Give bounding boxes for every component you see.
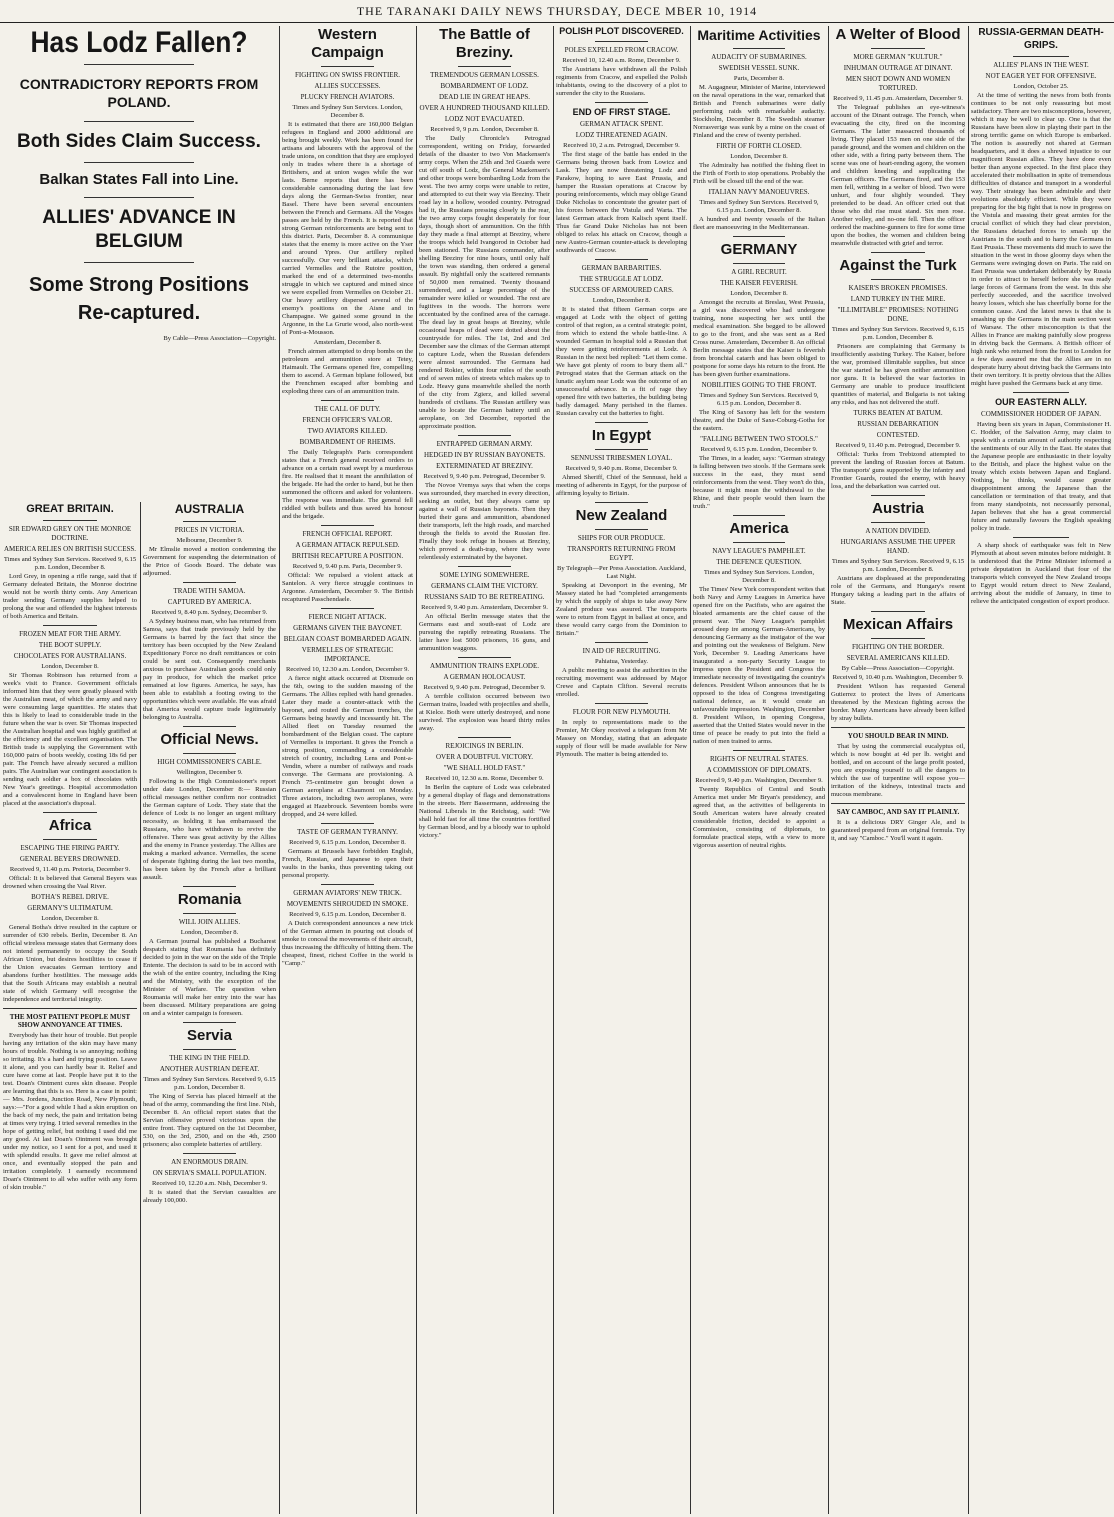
subhead: ENTRAPPED GERMAN ARMY. [436, 440, 533, 448]
article-body: A Dutch correspondent announces a new trick of the German airmen in pouring out clouds of smoke to conceal the movements of their aircraft, thus increasing the difficulty of hitting them. The cheapest, finest, richest Coffee in the world is "Camp." [282, 920, 413, 967]
dateline: By Telegraph—Per Press Association. Auckland, Last Night. [556, 565, 687, 580]
dateline: Received 10, 12.30 a.m. London, December 9. [285, 666, 410, 673]
article-body: Sir Thomas Robinson has returned from a week's visit to France. Government officials informed him that they were greatly pleased with the Australian meat, of which the army and navy were consuming large quantities. He states that this is likely to lead to considerable trade in the future when the war is over. Sir Thomas inspected the Australian hospital and was highly gratified at the efficiency and the excellent organisation. The British trade is supplying the Government with 160,000 pairs of boots weekly, costing 18s 6d per pair. The French have already secured a million pairs. The Australian war contingent association is sending each soldier a box of chocolates with New Year's greetings. Hospital accommodation and a convalescent home in England have been placed at the association's disposal. [3, 672, 137, 807]
subhead: TRANSPORTS RETURNING FROM EGYPT. [567, 545, 676, 562]
column-divider [279, 26, 280, 1514]
subhead: LODZ NOT EVACUATED. [444, 115, 525, 123]
new-zealand-heading: New Zealand [575, 507, 668, 524]
subhead: A GIRL RECRUIT. [731, 268, 787, 276]
lead-deck-5: Some Strong Positions Re-captured. [28, 274, 250, 324]
subhead: LAND TURKEY IN THE MIRE. [850, 295, 946, 303]
column-divider [968, 26, 969, 1514]
subhead: "ILLIMITABLE" PROMISES: NOTHING DONE. [837, 306, 959, 323]
subhead: SENNUSSI TRIBESMEN LOYAL. [570, 454, 673, 462]
subhead: BELGIAN COAST BOMBARDED AGAIN. [283, 635, 412, 643]
column-7 [831, 26, 965, 1514]
subhead: CHOCOLATES FOR AUSTRALIANS. [13, 652, 127, 660]
subhead: THE BOOT SUPPLY. [38, 641, 102, 649]
polish-plot-heading: POLISH PLOT DISCOVERED. [559, 26, 684, 36]
lead-deck-4: ALLIES' ADVANCE IN BELGIUM [42, 207, 236, 252]
subhead: RIGHTS OF NEUTRAL STATES. [710, 755, 808, 763]
dateline: London, October 25. [1013, 83, 1069, 90]
article-body: The Times, in a leader, says: "German strategy is falling between two stools. If the Germans seek success in the east, they must send reinforcements from the west. They won't do this, because it might mean the withdrawal to the Rhine, and their people would then learn the truth." [693, 455, 825, 510]
article-body: The Daily Chronicle's Petrograd correspondent, writing on Friday, forwarded details of the disaster to two Von Mackensen's army corps. When the 25th and 3rd Guards were cut off south of Lodz, the General Mackensen's and other troops were bombarding Lodz from the west. The two army corps were unable to retire, and attempted to cut their way via Breziny. Their road lay in a hollow, wooded country. Petrograd had it, the Russians pressing closely in the rear, the two army corps fought desperately for four days, though short of ammunition. On the fifth day they made a final attempt at Breziny, where the troops which held Ivangorod in October had been stationed. The Russians commander, after shelling Breziny for nine hours, until only half the town was standing, then ordered a general assault. By nightfall only the scattered remnants of 50,000 men remained. Twenty thousand surrendered, and a large percentage of the remainder were killed or wounded. The rest are fugitives in the woods. The horrors were accentuated by the confined area of the carnage. The dead lay in great heaps at Breziny, while occasional heaps of dead were dotted about the countryside for miles. The 1st, 2nd and 3rd December saw the climax of the German attempt to capture Lodz, when the Russian defenders were almost surrounded. The Germans had rendered Rokier, within four miles of the south end of seven miles of streets which makes up to Lodz. Heavy guns meanwhile shelled the north of the city from Zgierz, and killed several hundreds of civilians. The Russian artillery was unable to locate the German battery until an aeroplane, on 3rd December, reported the approximate position. [419, 135, 550, 430]
column-5 [556, 26, 687, 1514]
article-body: French airmen attempted to drop bombs on the petroleum and ammunition store at Tetey, Haimault. The Germans opened fire, compelling them to ascend. A German biplane followed, but the Frenchmen escaped after bombing and exploding three cars of an ammunition train. [282, 348, 413, 395]
dateline: London, December 8. [41, 663, 99, 670]
article-body: Mr Elmslie moved a motion condemning the Government for suspending the determination of the Price of Goods Board. The debate was adjourned. [143, 546, 276, 577]
subhead: A GERMAN ATTACK REPULSED. [295, 541, 400, 549]
subhead: BOMBARDMENT OF LODZ. [440, 82, 529, 90]
article-body: Official: Turks from Trebizond attempted to prevent the landing of Russian forces at Batum. The transports' guns supported by the infantry and Frontier Guards, routed the enemy, with heavy loss, and the debarkation was carried out. [831, 451, 965, 490]
article-body: At the time of writing the news from both fronts continues to be not only reassuring but most satisfactory. There are two misconceptions, however, which it may be well to clear up. One is that the Russians have been slow in playing their part in the strong terrific game on which Europe is embarked. The notion is assuredly not shared at German headquarters, and it does a shrewd injustice to our magnificent Russian allies. They have done even better than anyone expected. In the first place they accelerated their mobilisation in spite of tremendous difficulties of distance and transport in a wonderful way. Their strategy has been admirable and their evolutions absolutely efficient. While they were preparing for the big fight that is now in progress on the Vistula and massing their great armies for the crucial conflict of which they had clear prevision, the Russians detached forces to smash up the Austrians in the south and to harry the Germans in East Prussia. These movements did much to save the situation in the west in those gloomy days when the Germans were swinging down on Paris. The raid on East Prussia was undertaken deliberately by Russia in order to attract to herself before she was ready large forces of Germans from the west. In this she perfectly succeeded, and the sacrifice involved heavy losses, which she has cheerfully borne for the common cause. And the latest news is that she is smashing up the Germans in the main section west of Warsaw. The other misconception is that the Allies in France are making painfully slow progress in driving back the Germans. A British officer of high rank who returned from the front to London for a few days assured me that the Allies are in no desperate hurry about driving back the Germans into their own territory. It is pretty obvious that the Allies might have pushed the Germans back at any time. [971, 92, 1111, 387]
article-body: The Telegraaf publishes an eye-witness's account of the Dinant outrage. The French, when evacuating the city, fired on the incoming Germans. The latter massacred thousands of living. They placed 153 men on one side of the parade ground, and the women and children on the other side, with a firing party between them. The scene was one of heart-rending agony, the women and children kneeling and supplicating the German officers. The Germans fired, and the 153 men fell, writhing in a welter of blood. Two were unhurt, and four slightly wounded. They pretended to be dead. An officer cried out that those who did rise must stand. Six men rose. Another volley, and no-one fell. Then the officer ordered the machine-gunners to fire for some time upon the bodies, the women and children being meanwhile distracted with grief and terror. [831, 104, 965, 247]
subhead: BRITISH RECAPTURE A POSITION. [291, 552, 404, 560]
dateline: Received 9, 8.40 p.m. Sydney, December 9. [151, 609, 268, 616]
subhead: END OF FIRST STAGE. [572, 107, 671, 117]
welter-of-blood-heading: A Welter of Blood [835, 26, 961, 43]
article-body: A fierce night attack occurred at Dixmude on the 6th, owing to the sudden massing of the Germans. The Allies replied with hand grenades. Later they made a counter-attack with the bayonet, and routed the German trenches, the Germans being heavily and incessantly hit. The Allied fleet on Tuesday resumed the bombardment of the Belgian coast. The capture of Vermelles is important. It gives the French a strong position, commanding a considerable stretch of country, including Lens and Pont-a-Vendin, where a number of railways and roads converge. The Germans are provisioning. A French 75-centimetre gun brought down a German aeroplane at Chaumont on Monday. Three aviators, including two aeroplanes, were engaged at Hazebrouck. Seventeen bombs were dropped, and 24 were killed. [282, 675, 413, 818]
dateline: Times and Sydney Sun Services. London, December 8. [703, 569, 815, 584]
subhead: PLUCKY FRENCH AVIATORS. [300, 93, 395, 101]
dateline: Received 9, 11.45 p.m. Amsterdam, December 9. [833, 95, 963, 102]
dateline: Amsterdam, December 8. [313, 339, 382, 346]
subhead: COMMISSIONER HODDER OF JAPAN. [981, 410, 1101, 418]
article-body: It is estimated that there are 160,000 Belgian refugees in England and 2000 additional are being brought weekly. Work has been found for artisans and labourers with the approval of the trade unions, on condition that they are employed only in trades where there is a shortage of Britishers, and at union wages while the war lasts. Berne reports that there has been considerable cannonading during the last few days along the German-Swiss frontier, near Basel. There have been several encounters between the French and Germans. All the Vosges passes are held by the French. It is reported that strong German reinforcements are being sent to this district. Paris, December 8. A communique states that the enemy is more active on the Yser and around Ypres. Our artillery replied successfully. Our very brilliant attacks, which carried Vermelles and the Rutoire position, marked the end of a determined two-months struggle in which we captured and mined since we were expelled from Vermelles on October 21. Our heavy artillery dispersed several of the enemy's positions on the Aisne and in Champagne. We gained some ground in the Argonne, in the La Grurie wood, also north-west of Pont-a-Mousson. [282, 121, 413, 336]
subhead: PRICES IN VICTORIA. [174, 526, 245, 534]
advert-body: That by using the commercial eucalyptus oil, which is now bought at 4d per lb. weight and bottled, and on account of the large profit posted, you are exposing yourself to all the dangers to which the use of turpentine will expose you—irritation of the kidneys, intestinal tracts and mucous membrane. [831, 743, 965, 798]
advert-heading: THE MOST PATIENT PEOPLE MUST SHOW ANNOYANCE AT TIMES. [9, 1013, 131, 1029]
article-body: In reply to representations made to the Premier, Mr Okey received a telegram from Mr Massey on Monday, stating that an adequate supply of flour will be made available for New Plymouth. The matter is being attended to. [556, 719, 687, 758]
subhead: SHIPS FOR OUR PRODUCE. [577, 534, 666, 542]
dateline: Received 10, 12.20 a.m. Nish, December 9. [152, 1180, 267, 1187]
dateline: By Cable—Press Association—Copyright. [841, 665, 955, 672]
article-body: The Austrians have withdrawn all the Polish regiments from Cracow, and expelled the Polish inhabitants, owing to the discovery of a plot to surrender the city to the Russians. [556, 66, 687, 97]
western-campaign-heading: Western Campaign [311, 26, 384, 61]
column-3 [282, 26, 413, 1514]
breziny-heading: The Battle of Breziny. [439, 26, 530, 61]
column-divider [828, 26, 829, 1514]
article-body: M. Augagneur, Minister of Marine, interviewed on the naval operations in the war, remarked that British and French submarines were daily performing raids with remarkable audacity. Stockholm, December 8. The Swedish steamer Norrasverige was sunk by a mine on the coast of Finland and the crew of twenty perished. [693, 84, 825, 139]
subhead: SOME LYING SOMEWHERE. [439, 571, 530, 579]
dateline: Times and Sydney Sun Services. Received 9, 6.15 p.m. London, December 8. [831, 558, 965, 573]
article-body: An official Berlin message states that the Germans east and south-east of Lodz are pursuing the rapidly retreating Russians. The latter have lost 5000 prisoners, 16 guns, and ammunition waggons. [419, 613, 550, 652]
subhead: ITALIAN NAVY MANOEUVRES. [708, 188, 810, 196]
subhead: TASTE OF GERMAN TYRANNY. [297, 828, 398, 836]
article-body: Speaking at Devonport in the evening, Mr Massey stated he had "completed arrangements by which the supply of ships to take away New Zealand produce was assured. The transports were to return from Egypt in ballast at once, and these would carry cargo from the Dominion to Britain." [556, 582, 687, 637]
article-body: A sharp shock of earthquake was felt in New Plymouth at about seven minutes before midnight. It is understood that the Prime Minister informed a private deputation in Auckland that four of the transports which conveyed the New Zealand troops to Egypt would return direct to New Zealand, arriving about the middle of January, in time to relieve the anticipated congestion of export produce. [971, 542, 1111, 605]
subhead: SIR EDWARD GREY ON THE MONROE DOCTRINE. [8, 525, 132, 542]
dateline: Times and Sydney Sun Services. Received 9, 6.15 p.m. London, December 8. [699, 199, 819, 214]
dateline: Times and Sydney Sun Services. Received 9, 6.15 p.m. London, December 8. [3, 556, 137, 571]
dateline: Pahiatua, Yesterday. [594, 658, 649, 665]
subhead: CAPTURED BY AMERICA. [167, 598, 252, 606]
subhead: BOMBARDMENT OF RHEIMS. [299, 438, 396, 446]
austria-heading: Austria [872, 500, 924, 517]
lead-headline: Has Lodz Fallen? [30, 26, 248, 59]
egypt-heading: In Egypt [591, 427, 652, 444]
subhead: THE STRUGGLE AT LODZ. [579, 275, 664, 283]
subhead: INHUMAN OUTRAGE AT DINANT. [843, 64, 953, 72]
subhead: LODZ THREATENED AGAIN. [575, 131, 668, 139]
maritime-heading: Maritime Activities [697, 27, 821, 43]
dateline: Received 9, 9.40 p.m. Rome, December 9. [565, 465, 678, 472]
dateline: London, December 8. [41, 915, 99, 922]
dateline: Times and Sydney Sun Services. Received 9, 6.15 p.m. London, December 8. [143, 1076, 276, 1091]
mexican-affairs-heading: Mexican Affairs [842, 616, 954, 633]
subhead: REJOICINGS IN BERLIN. [445, 742, 524, 750]
article-body: A German journal has published a Bucharest despatch stating that Roumania has definitely decided to join in the war on the side of the Triple Entente. The decision is said to be in accord with the wish of the entire country, including the King and the Ministry, with the exception of the Minister of Warfare. The question when Roumania will make her entry into the war has been discussed. Military preparations are going on and a winter campaign is foreseen. [143, 938, 276, 1017]
subhead: TURKS BEATEN AT BATUM. [853, 409, 943, 417]
column-1 [3, 502, 137, 1514]
article-body: Austrians are displeased at the preponderating role of the Germans, and Hungary's resent Hungary taking a leading part in the affairs of State. [831, 575, 965, 606]
subhead: HIGH COMMISSIONER'S CABLE. [157, 758, 262, 766]
subhead: OVER A HUNDRED THOUSAND KILLED. [419, 104, 550, 112]
subhead: A NATION DIVIDED. [865, 527, 931, 535]
subhead: RUSSIANS SAID TO BE RETREATING. [424, 593, 545, 601]
article-body: Having been six years in Japan, Commissioner H. C. Hodder, of the Salvation Army, may claim to speak with a certain amount of authority respecting the sentiments of our Ally in the East. He states that the Japanese people are enthusiastic in their loyalty to the British, and place the highest value on the treaty which exists between Japan and England. Nothing, he thinks, would cause greater disappointment among the Japanese than the cancellation or termination of that treaty, and that from many standpoints, not necessarily personal, Japan believes that she has a great commercial future and naturally favours the English speaking policy in trade. [971, 421, 1111, 532]
column-6 [693, 26, 825, 1514]
subhead: NOT EAGER YET FOR OFFENSIVE. [985, 72, 1097, 80]
dateline: Times and Sydney Sun Services. Received 9, 6.15 p.m. London, December 8. [699, 392, 819, 407]
great-britain-heading: GREAT BRITAIN. [26, 503, 114, 515]
subhead: FRENCH OFFICIAL REPORT. [302, 530, 393, 538]
australia-heading: AUSTRALIA [174, 502, 245, 516]
germany-heading: GERMANY [720, 241, 798, 258]
article-body: Amongst the recruits at Breslau, West Prussia, a girl was discovered who had undergone training, none suspecting her sex until the medical examination. She begged to be allowed to go to the front, and she was sent as a Red Cross nurse. Amsterdam, December 8. An official Berlin message states that the Kaiser is feverish from bronchial catarrh and has been obliged to postpone for some days his return to the front. He has been given further examinations. [693, 299, 825, 378]
article-body: Twenty Republics of Central and South America met under Mr Bryan's presidency, and agreed that, as the activities of belligerents in South American waters have already created considerable friction, decided to appoint a Commission, consisting of diplomats, to formulate practical steps, with a view to more vigorous assertion of neutral rights. [693, 786, 825, 849]
dateline: Received 10, 12.30 a.m. Rome, December 9. [425, 775, 544, 782]
dateline: Received 9, 9.40 p.m. Amsterdam, December 9. [421, 604, 548, 611]
article-body: Following is the High Commissioner's report under date London, December 8:— Russian official messages neither confirm nor contradict the German capture of Lodz. They state that the defence of Lodz is no longer an urgent military necessity, as holding it has embarrassed the Russians, who have withdrawn to revive the offensive. There was great activity by the Allies and the enemy in France yesterday. The Allies are making a marked advance. Vermelles, the scene of desperate fighting during the last two months, has been taken by the French after a brilliant assault. [143, 778, 276, 881]
dateline: London, December 8. [592, 297, 651, 304]
column-divider [690, 26, 691, 1514]
subhead: A COMMISSION OF DIPLOMATS. [706, 766, 812, 774]
subhead: VERMELLES OF STRATEGIC IMPORTANCE. [301, 646, 394, 663]
subhead: TRADE WITH SAMOA. [173, 587, 246, 595]
russia-german-heading: RUSSIA-GERMAN DEATH-GRIPS. [978, 27, 1104, 51]
subhead: "WE SHALL HOLD FAST." [443, 764, 526, 772]
article-body: Germans at Brussels have forbidden English, French, Russian, and Japanese to open their vaults in the banks, thus preventing taking out personal property. [282, 848, 413, 879]
subhead: ALLIES SUCCESSES. [314, 82, 381, 90]
lead-deck-1: CONTRADICTORY REPORTS FROM POLAND. [19, 76, 259, 110]
subhead: RUSSIAN DEBARKATION [857, 420, 939, 428]
article-body: The King of Servia has placed himself at the head of the army, commanding the first line. Nish, December 8. An official report states that the Servian offensive proved victorious upon the entire front. They captured on the 1st December, 530, on the 3rd, 2500, and on the 4th, 2500 prisoners; also complete batteries of artillery. [143, 1093, 276, 1148]
servia-heading: Servia [186, 1027, 233, 1044]
subhead: GERMANS GIVEN THE BAYONET. [293, 624, 402, 632]
column-divider [553, 26, 554, 1514]
article-body: The King of Saxony has left for the western theatre, and the Duke of Saxe-Coburg-Gotha for the eastern. [693, 409, 825, 432]
article-body: Ahmed Sheriff, Chief of the Sennussi, held a meeting of adherents in Egypt, for the purpose of affirming loyalty to Britain. [556, 474, 687, 497]
article-body: Official: We repulsed a violent attack at Santelon. A very fierce struggle continues in Argonne. Amsterdam, December 9. The British recaptured Passchendaele. [282, 572, 413, 603]
advert-heading: YOU SHOULD BEAR IN MIND. [847, 732, 949, 740]
subhead: FROZEN MEAT FOR THE ARMY. [19, 630, 121, 638]
article-body: Prisoners are complaining that Germany is insufficiently assisting Turkey. The Kaiser, before the war, promised illimitable supplies, but since the war started he has given neither ammunition nor guns. It is believed the war factories in Germany are unable to produce insufficient quantities of material, and Bulgaria is not taking any risks, and has not delivered the stuff. [831, 343, 965, 406]
subhead: GENERAL BEYERS DROWNED. [19, 855, 121, 863]
romania-heading: Romania [177, 891, 242, 908]
dateline: Received 9, 9.40 p.m. Petrograd, December 9. [423, 684, 546, 691]
subhead: AMMUNITION TRAINS EXPLODE. [430, 662, 539, 670]
masthead-rule [0, 22, 1114, 23]
column-2 [143, 502, 276, 1514]
column-4 [419, 26, 550, 1514]
subhead: GERMAN BARBARITIES. [581, 264, 662, 272]
subhead: FIGHTING ON THE BORDER. [851, 643, 945, 651]
subhead: FRENCH OFFICER'S VALOR. [302, 416, 393, 424]
subhead: FIERCE NIGHT ATTACK. [308, 613, 387, 621]
dateline: Received 9, 6.15 p.m. London, December 8. [289, 839, 406, 846]
subhead: BOTHA'S REBEL DRIVE. [31, 893, 109, 901]
subhead: AUDACITY OF SUBMARINES. [711, 53, 807, 61]
subhead: AMERICA RELIES ON BRITISH SUCCESS. [3, 545, 137, 553]
subhead: HEDGED IN BY RUSSIAN BAYONETS. [423, 451, 546, 459]
column-8 [971, 26, 1111, 1514]
column-divider [416, 26, 417, 1514]
article-body: President Wilson has requested General Gutierrez to protect the lives of Americans threatened by the Mexican fighting across the border. Many Americans have already been killed by stray bullets. [831, 683, 965, 722]
article-body: A terrible collision occurred between two German trains, loaded with projectiles and shells, at Kielce. Both were utterly destroyed, and none survived. The explosion was heard thirty miles away. [419, 693, 550, 732]
advert-body: It is a delicious DRY Ginger Ale, and is guaranteed prepared from an original formula. Try it, and say "Camboc." You'll want it again. [831, 819, 965, 842]
article-body: A public meeting to assist the authorities in the recruiting movement was addressed by Major Crewe and Captain Clifton. Several recruits enrolled. [556, 667, 687, 698]
subhead: GERMANY'S ULTIMATUM. [27, 904, 113, 912]
subhead: SUCCESS OF ARMOURED CARS. [569, 286, 674, 294]
dateline: Received 9, 9 p.m. London, December 8. [430, 126, 539, 133]
article-body: Lord Grey, in opening a rifle range, said that if Germany defeated Britain, the Monroe doctrine would not be worth thirty cents. Any American trader sending Germany supplies helped to prolong the war and offended the highest interests of both America and Britain. [3, 573, 137, 620]
article-body: General Botha's drive resulted in the capture or surrender of 630 rebels. Berlin, December 8. An official wireless message states that Germany does not intend permanently to occupy the South African Union, but desires hostilities to cease if the Union evacuates German territory and abandons further hostilities. The message adds that the South Africans may establish a neutral state of which Germany will recognise the independence and territorial integrity. [3, 924, 137, 1003]
subhead: WILL JOIN ALLIES. [178, 918, 241, 926]
subhead: THE CALL OF DUTY. [314, 405, 381, 413]
dateline: Received 9, 9.40 p.m. Washington, December 9. [695, 777, 823, 784]
subhead: POLES EXPELLED FROM CRACOW. [564, 46, 679, 54]
subhead: FIGHTING ON SWISS FRONTIER. [294, 71, 400, 79]
dateline: Received 9, 10.40 p.m. Washington, December 9. [832, 674, 964, 681]
subhead: "FALLING BETWEEN TWO STOOLS." [700, 435, 818, 443]
subhead: ON SERVIA'S SMALL POPULATION. [152, 1169, 267, 1177]
subhead: FIRTH OF FORTH CLOSED. [716, 142, 802, 150]
subhead: MEN SHOT DOWN AND WOMEN TORTURED. [845, 75, 951, 92]
subhead: OVER A DOUBTFUL VICTORY. [436, 753, 533, 761]
cable-credit: By Cable—Press Association—Copyright. [163, 335, 276, 342]
lead-deck-2: Both Sides Claim Success. [17, 131, 261, 152]
subhead: DEAD LIE IN GREAT HEAPS. [438, 93, 531, 101]
against-turk-heading: Against the Turk [839, 257, 957, 274]
dateline: Melbourne, December 9. [176, 537, 243, 544]
dateline: Received 9, 9.40 p.m. Paris, December 9. [292, 563, 403, 570]
article-body: The Novoe Vremya says that when the corps was surrounded, they marched in every direction, seeking an outlet, but they always came up against a wall of Russian bayonets. Then they buried their guns and ammunition, abandoned their transports, left the high roads, and marched through the fields to avoid the Russian fire. Finally they took refuge in houses at Breziny, which proved a death-trap, where they were relentlessly exterminated by the bayonet. [419, 482, 550, 561]
our-eastern-ally-heading: OUR EASTERN ALLY. [995, 397, 1087, 407]
subhead: GERMAN ATTACK SPENT. [579, 120, 664, 128]
dateline: Received 9, 11.40 p.m. Petrograd, December 9. [835, 442, 961, 449]
subhead: THE KING IN THE FIELD. [169, 1054, 250, 1062]
subhead: ANOTHER AUSTRIAN DEFEAT. [159, 1065, 260, 1073]
subhead: CONTESTED. [876, 431, 920, 439]
subhead: ESCAPING THE FIRING PARTY. [20, 844, 120, 852]
subhead: HUNGARIANS ASSUME THE UPPER HAND. [840, 538, 956, 555]
subhead: KAISER'S BROKEN PROMISES. [848, 284, 948, 292]
subhead: TREMENDOUS GERMAN LOSSES. [430, 71, 539, 79]
article-body: A hundred and twenty vessels of the Italian fleet are manoeuvring in the Mediterranean. [693, 216, 825, 231]
subhead: GERMAN AVIATORS' NEW TRICK. [293, 889, 402, 897]
dateline: Received 9, 6.15 p.m. London, December 9. [700, 446, 818, 453]
america-heading: America [729, 520, 789, 537]
subhead: MOVEMENTS SHROUDED IN SMOKE. [286, 900, 409, 908]
article-body: The Daily Telegraph's Paris correspondent states that a French general received orders to advance on a certain road swept by a murderous fire. He realised that it meant the annihilation of the brigade. He had the order to hand, but he then summoned the officers and asked for volunteers. The response was immediate. The general fell riddled with bullets and thus saved his honour and the brigade. [282, 449, 413, 520]
subhead: TWO AVIATORS KILLED. [307, 427, 388, 435]
masthead: THE TARANAKI DAILY NEWS THURSDAY, DECE MBER 10, 1914 [356, 4, 758, 18]
article-body: It is stated that the Servian casualties are already 100,000. [143, 1189, 276, 1204]
subhead: SEVERAL AMERICANS KILLED. [846, 654, 950, 662]
dateline: Received 9, 11.40 p.m. Pretoria, December 9. [9, 866, 131, 873]
article-body: The first stage of the battle has ended in the Germans being thrown back from Lowicz and Lask. They are now threatening Lodz and Parakow, hoping to save East Prussia, and hamper the Russian operations at Cracow by pouring reinforcements, which may oblige Grand Duke Nicholas to concentrate the greater part of his forces between the Vistula and Warta. The latest German attack from Kalisch spent itself. Thus far Grand Duke Nicholas has not been obliged to relax his attack on Cracow, though a new Austro-German counter-attack is developing southwards of Cracow. [556, 151, 687, 254]
africa-heading: Africa [48, 817, 92, 834]
official-news-heading: Official News. [160, 731, 259, 748]
article-body: Official: It is believed that General Beyers was drowned when crossing the Vaal River. [3, 875, 137, 890]
dateline: London, December 8. [730, 290, 788, 297]
subhead: ALLIES' PLANS IN THE WEST. [993, 61, 1089, 69]
dateline: Received 10, 12.40 a.m. Rome, December 9. [562, 57, 681, 64]
subhead: NAVY LEAGUE'S PAMPHLET. [712, 547, 806, 555]
subhead: EXTERMINATED AT BREZINY. [436, 462, 533, 470]
subhead: FLOUR FOR NEW PLYMOUTH. [572, 708, 671, 716]
advert-body: Everybody has their hour of trouble. But people having any irritation of the skin may have many hours of trouble. Nothing is so annoying; nothing so irritating. It's a hard and trying position. Leave it alone, and you can hardly bear it. Relief and cure have come at last. People have put it to the test. Doan's Ointment cures skin disease. People are learning that this is so. Here is a case in point:— Mrs. Jordens, Junction Road, New Plymouth, says:—"For a good while I had a skin eruption on the back of my neck, the pain and irritation being at times very trying. I tried several remedies in the hope of getting relief, but nothing I used did me any good. At last Doan's Ointment was brought under my notice, so I sent for a pot, and used it with splendid results. It gave me relief almost at once, and eventually stopped the pain and irritation completely. I earnestly recommend Doan's Ointment to all who suffer with any form of skin trouble." [3, 1032, 137, 1191]
dateline: London, December 8. [730, 153, 788, 160]
article-body: The Times' New York correspondent writes that both Navy and Army Leagues in America have opened fire on the Pacifists, who are against the bloated armaments are the chief cause of the present war. The Navy League's pamphlet aroused deep ire among German-Americans, by denouncing Germany as the instigator of the war and pointing out the weakness of Belgium. New York, December 9. Leading Americans have inaugurated a non-party Security League to impress upon the President and Congress the immediate necessity of investigating the country's defences. President Wilson announces that he is opposed to the idea of Congress investigating national defence, as it would create an unfavourable impression. Washington, December 8. President Wilson, in opening Congress, asserted that the United States would never in the time of peace be ready to put into the field a nation of men trained to arms. [693, 586, 825, 745]
dateline: Times and Sydney Sun Services. Received 9, 6.15 p.m. London, December 8. [831, 326, 965, 341]
subhead: THE KAISER FEVERISH. [720, 279, 798, 287]
article-body: A Sydney business man, who has returned from Samoa, says that trade previously held by the Germans is barred by the fact that since the territory has been occupied by the New Zealand Expeditionary Force no draft remittances or coin could be sent out. Consequently merchants anxious to purchase Australian goods could only pay in produce, for which the market price remained at low figures. America, he says, has been able to establish a footing owing to the opportunities which were available. He was afraid that America would capture trade legitimately belonging to Australia. [143, 618, 276, 721]
subhead: GERMANS CLAIM THE VICTORY. [431, 582, 538, 590]
subhead: MORE GERMAN "KULTUR." [853, 53, 943, 61]
lead-deck-3: Balkan States Fall into Line. [39, 171, 239, 188]
subhead: IN AID OF RECRUITING. [582, 647, 661, 655]
dateline: Paris, December 8. [733, 75, 785, 82]
dateline: Wellington, December 9. [176, 769, 243, 776]
dateline: London, December 8. [180, 929, 239, 936]
subhead: NOBILITIES GOING TO THE FRONT. [701, 381, 817, 389]
article-body: It is stated that fifteen German corps are engaged at Lodz with the object of getting control of that region, as a central strategic point, from which to extend the whole battle-line. A wounded German in hospital told a Russian that they were getting reinforcements at Lodz. A Russian in the next bed replied: "Let them come. We have got plenty of room to bury them all." Petrograd states that the German attack on the lunatic asylum near Lodz was the outcome of an unsuccessful advance. In a fit of rage they opened fire with two batteries, the building being badly damaged. Many perished in the flames. Russian cavalry cut the batteries to fight. [556, 306, 687, 417]
article-body: The Admiralty has notified the fishing fleet in the Firth of Forth to stop operations. Probably the Firth will be closed till the end of the war. [693, 162, 825, 185]
article-body: In Berlin the capture of Lodz was celebrated by a general display of flags and demonstrations in the streets. Herr Bassermann, addressing the National Liberals in the Reichstag, said: "We shall hold fast for all time the countries fortified by German blood, and by a bloody war to uphold victory." [419, 784, 550, 839]
dateline: Received 10, 2 a.m. Petrograd, December 9. [563, 142, 680, 149]
subhead: THE DEFENCE QUESTION. [716, 558, 802, 566]
dateline: Received 9, 9.40 p.m. Petrograd, December 9. [423, 473, 546, 480]
subhead: A GERMAN HOLOCAUST. [443, 673, 526, 681]
advert-heading: SAY CAMBOC, AND SAY IT PLAINLY. [836, 808, 960, 816]
subhead: SWEDISH VESSEL SUNK. [718, 64, 800, 72]
dateline: Times and Sydney Sun Services. London, December 8. [292, 104, 403, 119]
subhead: AN ENORMOUS DRAIN. [171, 1158, 248, 1166]
dateline: Received 9, 6.15 p.m. London, December 8. [289, 911, 406, 918]
